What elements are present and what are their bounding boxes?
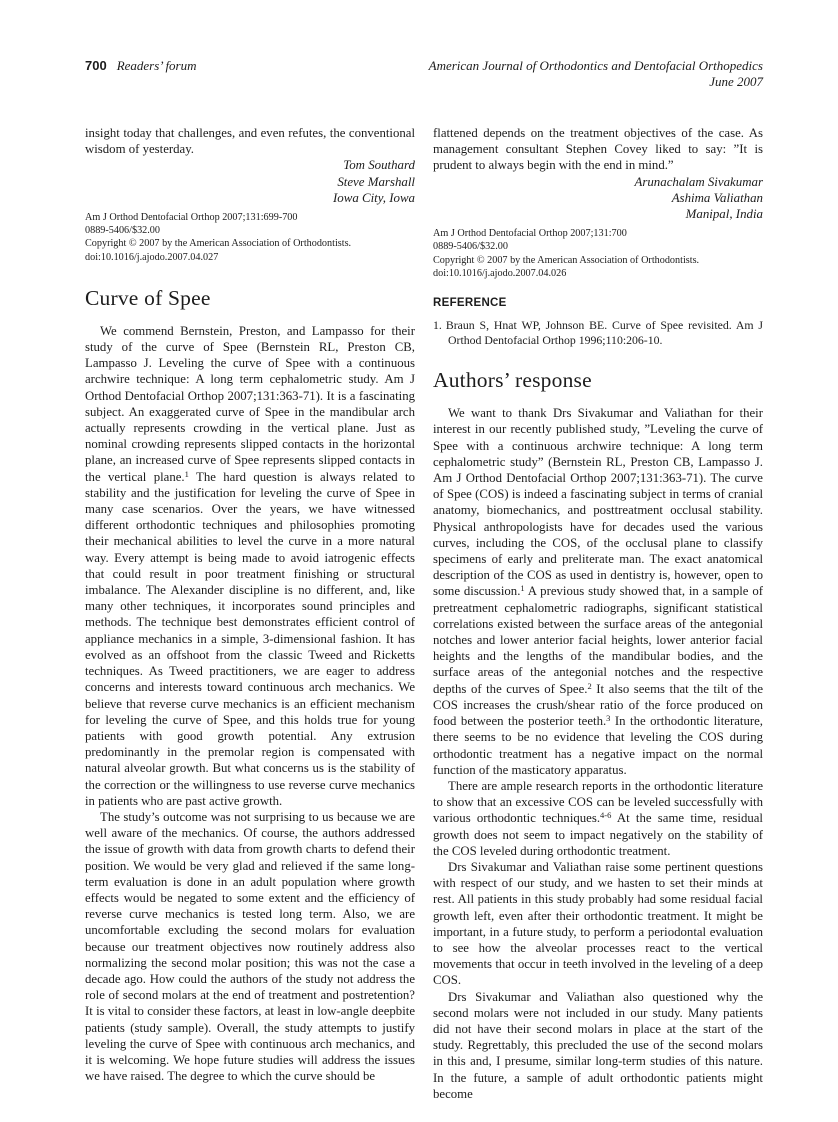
response-paragraph: We want to thank Drs Sivakumar and Valiathan for their interest in our recently published study, ”Leveling the curve of Spee with a continuous archwire technique: A long term cephalometric study” (Bernstein RL, Preston CB, Lampasso J. Am J Orthod Dentofacial Orthop 2007;131:363-71). The curve of Spee (COS) is indeed a fascinating subject in terms of cranial anatomy, biomechanics, and posttreatment occlusal stability. Physical anthropologists have for decades used the various curves, including the COS, of the occlusal plane to classify specimens of early and preliterate man. The exact anatomical description of the COS as used in dentistry is, however, open to some discussion.$^1$ A previous study showed that, in a sample of pretreatment cephalometric radiographs, significant statistical correlations existed between the surface areas of the antegonial notches and lower anterior facial heights, lower anterior facial heights and the lengths of the mandibular bodies, and the surface areas of the antegonial notches and the respective depths of the curves of Spee.$^2$ It also seems that the tilt of the COS increases the crush/shear ratio of the force produced on food between the posterior teeth.$^3$ In the orthodontic literature, there seems to be no evidence that leveling the COS during orthodontic treatment has a negative impact on the normal function of the masticatory apparatus. [433, 406, 763, 777]
letter-title: Curve of Spee [85, 285, 211, 310]
reference-number: 1. [433, 318, 442, 333]
reference-heading: REFERENCE [433, 297, 507, 310]
running-head-left [85, 58, 197, 74]
signature-block [85, 157, 415, 206]
response-paragraph: Drs Sivakumar and Valiathan raise some pertinent questions with respect of our study, and we hasten to set their minds at rest. All patients in this study probably had some residual facial growth left, even after their orthodontic treatment. It might be important, in a future study, to perform a periodontal evaluation to see how the alveolar processes react to the vertical movements that occur in teeth involved in the leveling of a deep COS. [433, 859, 763, 988]
signature-line: Manipal, India [685, 207, 763, 222]
reference-item [433, 318, 763, 348]
citation-line: Copyright © 2007 by the American Association of Orthodontists. [85, 238, 352, 250]
signature-block [433, 174, 763, 223]
signature-line: Steve Marshall [337, 174, 415, 189]
carryover-paragraph: insight today that challenges, and even refutes, the conventional wisdom of yesterday. [85, 126, 415, 157]
citation-block [85, 211, 415, 264]
response-title: Authors’ response [433, 368, 592, 393]
page-number: 700 [85, 58, 107, 73]
citation-line: Copyright © 2007 by the American Association of Orthodontists. [433, 254, 700, 266]
signature-line: Ashima Valiathan [671, 190, 763, 205]
response-paragraph: There are ample research reports in the orthodontic literature to show that an excessive COS can be leveled successfully with various orthodontic techniques.$^{4-6}$ At the same time, residual growth does not seem to impact negatively on the stability of the COS leveled during orthodontic treatment. [433, 778, 763, 858]
signature-line: Arunachalam Sivakumar [634, 174, 763, 189]
left-column [85, 125, 415, 1102]
letter-paragraph: The study’s outcome was not surprising to us because we are well aware of the mechanics. Of course, the authors addressed the issue of growth with data from growth charts to defend their position. We would be very glad and relieved if the same long-term evaluation is done in an adult population where growth effects would be negated to some extent and the efficiency of reverse curve mechanics is tested long term. Also, we are uncomfortable excluding the second molars for evaluation because our treatment objectives now routinely address also normalizing the second molar position; this was not the case a decade ago. How could the authors of the study not address the role of second molars at the end of treatment and postretention? It is vital to consider these factors, at least in low-angle deepbite patients (study sample). Overall, the study attempts to justify leveling the curve of Spee with continuous arch mechanics, and it is welcoming. We hope future studies will address the issues we have raised. The degree to which the curve should be [85, 809, 415, 1084]
reference-text: Braun S, Hnat WP, Johnson BE. Curve of Spee revisited. Am J Orthod Dentofacial Orthop 1996;110:206-10. [445, 318, 763, 348]
section-title: Readers’ forum [116, 58, 197, 73]
page-header [85, 58, 763, 90]
right-column [433, 125, 763, 1102]
signature-line: Iowa City, Iowa [332, 190, 415, 205]
citation-line: 0889-5406/$32.00 [433, 241, 508, 253]
response-paragraph: Drs Sivakumar and Valiathan also questioned why the second molars were not included in our study. Many patients did not have their second molars in place at the start of the study. Regrettably, this precluded the use of the second molars in this and, I presume, similar long-term studies of this nature. In the future, a sample of adult orthodontic patients might become [433, 989, 763, 1101]
journal-name: American Journal of Orthodontics and Dentofacial Orthopedics [428, 58, 763, 73]
letter-paragraph: We commend Bernstein, Preston, and Lampasso for their study of the curve of Spee (Bernstein RL, Preston CB, Lampasso J. Leveling the curve of Spee with a continuous archwire technique: A long term cephalometric study. Am J Orthod Dentofacial Orthop 2007;131:363-71). It is a fascinating subject. An exaggerated curve of Spee in the mandibular arch actually represents crowding in the vertical plane. Just as nominal crowding represents slipped contacts in the horizontal plane, an increased curve of Spee represents slipped contacts in the vertical plane.$^1$ The hard question is always related to stability and the justification for leveling the curve of Spee in many case scenarios. Over the years, we have witnessed different orthodontic techniques and philosophies promoting their mechanical abilities to level the curve in a more natural way. Every attempt is being made to avoid iatrogenic effects that could result in poor treatment finishing or structural imbalance. The Alexander discipline is no different, and, like many other techniques, it incorporates sound principles and methods. The technique best demonstrates efficient control of appliance mechanics in a simple, 3-dimensional fashion. It has evolved as an offshoot from the classic Tweed and Ricketts techniques. As Tweed practitioners, we are eager to address concerns and interests toward continuous arch mechanics. We believe that reverse curve mechanics is an efficient mechanism for leveling the curve of Spee, and this holds true for young patients with good growth potential. Any extrusion predominantly in the premolar region is compensated with natural alveolar growth. But what concerns us is the stability of the correction or the willingness to use reverse curve mechanics in patients who are past active growth. [85, 323, 416, 808]
citation-line: Am J Orthod Dentofacial Orthop 2007;131:699-700 [85, 212, 298, 224]
citation-block [433, 227, 763, 280]
running-head-right [429, 58, 763, 90]
citation-line: Am J Orthod Dentofacial Orthop 2007;131:700 [433, 228, 627, 240]
citation-line: doi:10.1016/j.ajodo.2007.04.027 [85, 251, 219, 263]
issue-date: June 2007 [709, 74, 763, 89]
carryover-paragraph: flattened depends on the treatment objectives of the case. As management consultant Stephen Covey liked to say: ”It is prudent to always begin with the end in mind.” [433, 126, 763, 173]
signature-line: Tom Southard [343, 158, 415, 173]
citation-line: 0889-5406/$32.00 [85, 225, 160, 237]
two-column-body [85, 125, 763, 1102]
citation-line: doi:10.1016/j.ajodo.2007.04.026 [433, 267, 567, 279]
